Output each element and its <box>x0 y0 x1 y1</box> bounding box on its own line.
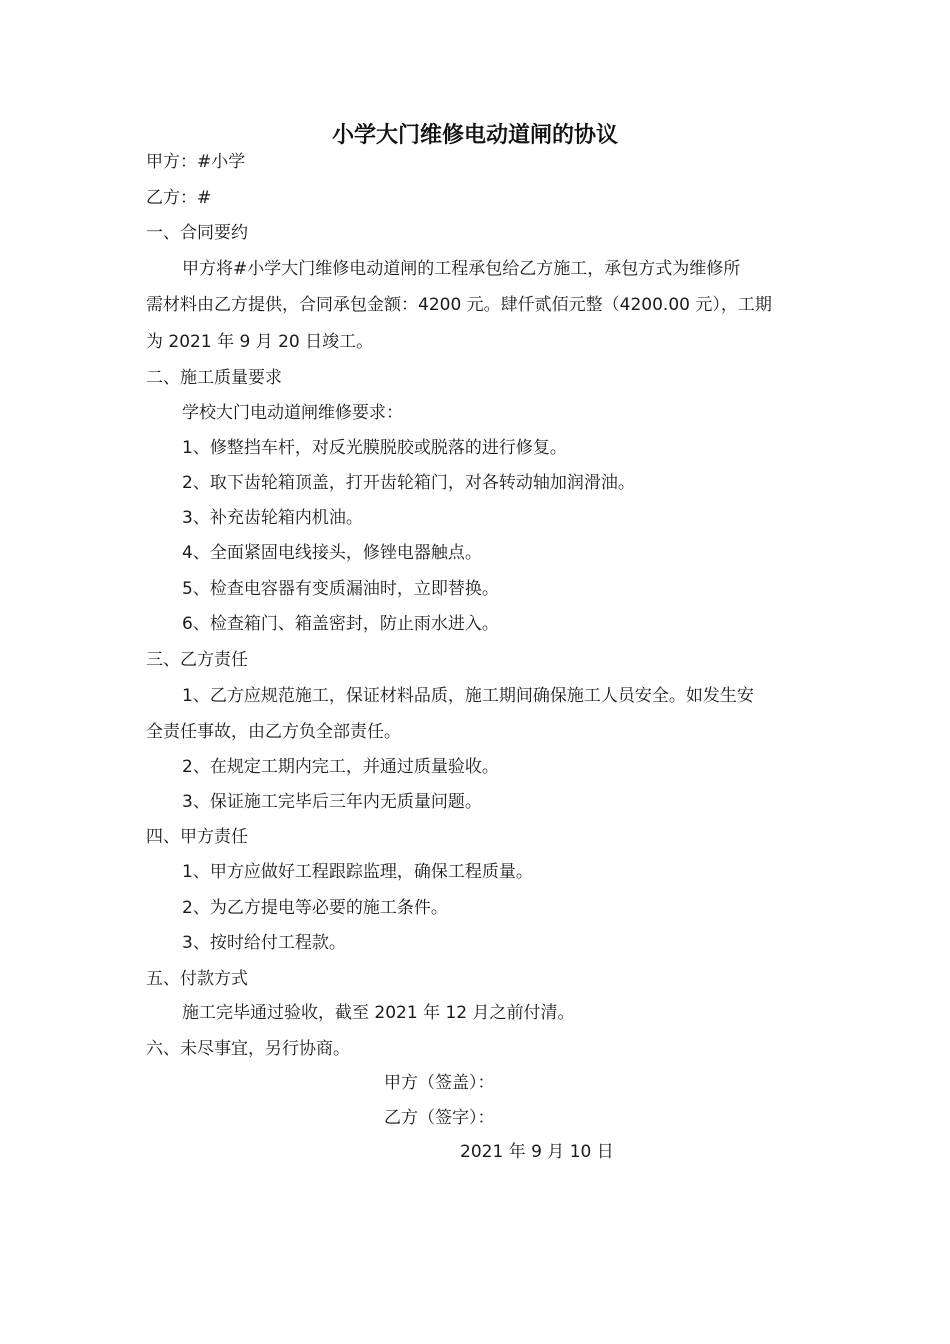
section-4-item: 1、甲方应做好工程跟踪监理，确保工程质量。 <box>182 862 533 882</box>
party-a-line: 甲方：#小学 <box>146 152 246 172</box>
section-1-line-3: 为 2021 年 9 月 20 日竣工。 <box>146 332 374 352</box>
section-2-item: 2、取下齿轮箱顶盖，打开齿轮箱门，对各转动轴加润滑油。 <box>182 473 635 493</box>
section-4-item: 3、按时给付工程款。 <box>182 933 346 953</box>
section-4-heading: 四、甲方责任 <box>146 827 248 847</box>
document-title: 小学大门维修电动道闸的协议 <box>331 123 618 148</box>
section-1-heading: 一、合同要约 <box>146 223 248 243</box>
section-2-item: 6、检查箱门、箱盖密封，防止雨水进入。 <box>182 614 499 634</box>
section-2-item: 1、修整挡车杆，对反光膜脱胶或脱落的进行修复。 <box>182 438 567 458</box>
section-2-item: 5、检查电容器有变质漏油时，立即替换。 <box>182 579 499 599</box>
section-2-heading: 二、施工质量要求 <box>146 368 282 388</box>
section-1-line-2: 需材料由乙方提供，合同承包金额：4200 元。肆仟贰佰元整（4200.00 元），工期 <box>146 295 772 315</box>
section-3-item: 1、乙方应规范施工，保证材料品质，施工期间确保施工人员安全。如发生安 <box>182 686 754 706</box>
section-3-item: 2、在规定工期内完工，并通过质量验收。 <box>182 757 499 777</box>
section-4-item: 2、为乙方提电等必要的施工条件。 <box>182 898 448 918</box>
section-2-intro: 学校大门电动道闸维修要求： <box>182 403 403 423</box>
section-6-heading: 六、未尽事宜，另行协商。 <box>146 1039 350 1059</box>
section-2-item: 3、补充齿轮箱内机油。 <box>182 508 363 528</box>
section-3-item-continued: 全责任事故，由乙方负全部责任。 <box>146 722 401 742</box>
section-1-line-1: 甲方将#小学大门维修电动道闸的工程承包给乙方施工，承包方式为维修所 <box>182 259 741 279</box>
section-5-heading: 五、付款方式 <box>146 969 248 989</box>
party-a-signature: 甲方（签盖）： <box>384 1073 495 1093</box>
section-3-heading: 三、乙方责任 <box>146 650 248 670</box>
party-b-signature: 乙方（签字）： <box>384 1108 495 1128</box>
section-5-text: 施工完毕通过验收，截至 2021 年 12 月之前付清。 <box>182 1003 575 1023</box>
party-b-line: 乙方：# <box>146 188 212 208</box>
signing-date: 2021 年 9 月 10 日 <box>460 1142 614 1162</box>
section-3-item: 3、保证施工完毕后三年内无质量问题。 <box>182 792 482 812</box>
section-2-item: 4、全面紧固电线接头，修锉电器触点。 <box>182 543 482 563</box>
